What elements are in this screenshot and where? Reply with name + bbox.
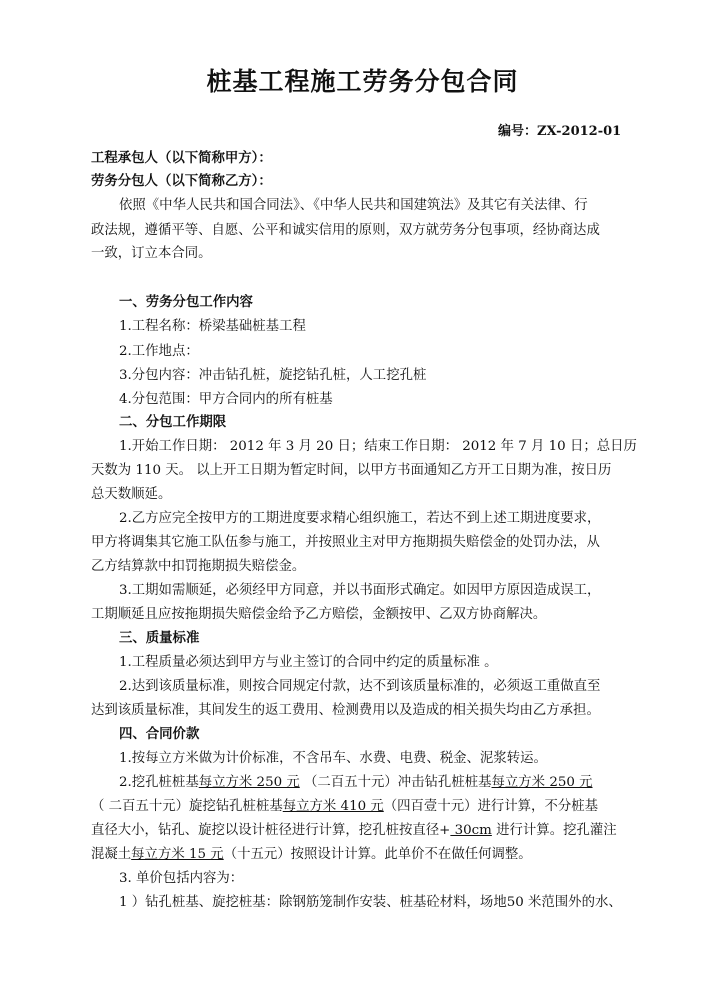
paragraph-line: 2.乙方应完全按甲方的工期进度要求精心组织施工，若达不到上述工期进度要求， (119, 511, 601, 526)
paragraph-line: 甲方将调集其它施工队伍参与施工，并按照业主对甲方拖期损失赔偿金的处罚办法，从 (91, 535, 600, 550)
paragraph-line: 1 ）钻孔桩基、旋挖桩基：除钢筋笼制作安装、桩基砼材料，场地50 米范围外的水、 (119, 895, 622, 910)
section-heading: 三、质量标准 (119, 630, 200, 646)
price-text: （四百壹十元）进行计算，不分桩基 (383, 799, 599, 814)
intro-line: 政法规，遵循平等、自愿、公平和诚实信用的原则，双方就劳务分包事项，经协商达成 (91, 223, 600, 238)
price-text: （十五元）按照设计计算。此单价不在做任何调整。 (223, 847, 532, 862)
contract-number (498, 120, 621, 139)
section-heading: 二、分包工作期限 (119, 414, 227, 430)
intro-line: 依照《中华人民共和国合同法》、《中华人民共和国建筑法》及其它有关法律、行 (119, 198, 588, 213)
price-text: 2.挖孔桩桩基 (119, 775, 199, 790)
price-text: （二百五十元）冲击钻孔桩桩基 (299, 775, 492, 790)
paragraph-line: 1.工程质量必须达到甲方与业主签订的合同中约定的质量标准 。 (119, 655, 498, 670)
section-heading: 四、合同价款 (119, 726, 200, 742)
paragraph-line: 2.达到该质量标准，则按合同规定付款，达不到该质量标准的，必须返工重做直至 (119, 679, 601, 694)
contract-title: 桩基工程施工劳务分包合同 (206, 67, 519, 96)
list-item: 4.分包范围：甲方合同内的所有桩基 (119, 392, 333, 407)
price-text: 混凝土 (91, 847, 132, 862)
price-text: 进行计算。挖孔灌注 (491, 823, 617, 838)
paragraph-line: 达到该质量标准，其间发生的返工费用、检测费用以及造成的相关损失均由乙方承担。 (91, 703, 600, 718)
contract-number-label: 编号： (498, 124, 538, 139)
paragraph-line: 工期顺延且应按拖期损失赔偿金给予乙方赔偿，金额按甲、乙双方协商解决。 (91, 607, 547, 622)
paragraph-line: 1.开始工作日期： 2012 年 3 月 20 日；结束工作日期： 2012 年 7 月 10 日；总日历 (119, 439, 637, 454)
paragraph-line: 总天数顺延。 (91, 487, 172, 502)
party-a-label: 工程承包人（以下简称甲方）： (91, 150, 272, 166)
price-value: 每立方米 15 元 (131, 847, 224, 862)
price-value: 每立方米 410 元 (282, 799, 384, 814)
price-value: 30cm (450, 823, 492, 838)
list-item: 3.分包内容：冲击钻孔桩，旋挖钻孔桩，人工挖孔桩 (119, 368, 427, 383)
paragraph-line: 3. 单价包括内容为： (119, 871, 244, 886)
section-heading: 一、劳务分包工作内容 (119, 294, 253, 310)
price-line (91, 800, 598, 813)
list-item: 2.工作地点： (119, 344, 199, 359)
price-value: 每立方米 250 元 (491, 775, 593, 790)
price-line (119, 776, 593, 789)
contract-number-value: ZX-2012-01 (537, 124, 622, 139)
price-line (91, 824, 617, 837)
list-item: 1.工程名称：桥梁基础桩基工程 (119, 319, 306, 334)
paragraph-line: 1.按每立方米做为计价标准，不含吊车、水费、电费、税金、泥浆转运。 (119, 751, 547, 766)
paragraph-line: 乙方结算款中扣罚拖期损失赔偿金。 (91, 559, 306, 574)
paragraph-line: 天数为 110 天。 以上开工日期为暂定时间，以甲方书面通知乙方开工日期为准，按日历 (91, 463, 612, 478)
price-text: 直径大小，钻孔、旋挖以设计桩径进行计算，挖孔桩按直径+ (91, 823, 451, 838)
paragraph-line: 3.工期如需顺延，必须经甲方同意，并以书面形式确定。如因甲方原因造成误工， (119, 583, 601, 598)
price-value: 每立方米 250 元 (198, 775, 300, 790)
price-line (91, 848, 532, 861)
intro-line: 一致，订立本合同。 (91, 246, 212, 261)
price-text: （ 二百五十元）旋挖钻孔桩桩基 (91, 799, 283, 814)
party-b-label: 劳务分包人（以下简称乙方）： (91, 173, 272, 189)
